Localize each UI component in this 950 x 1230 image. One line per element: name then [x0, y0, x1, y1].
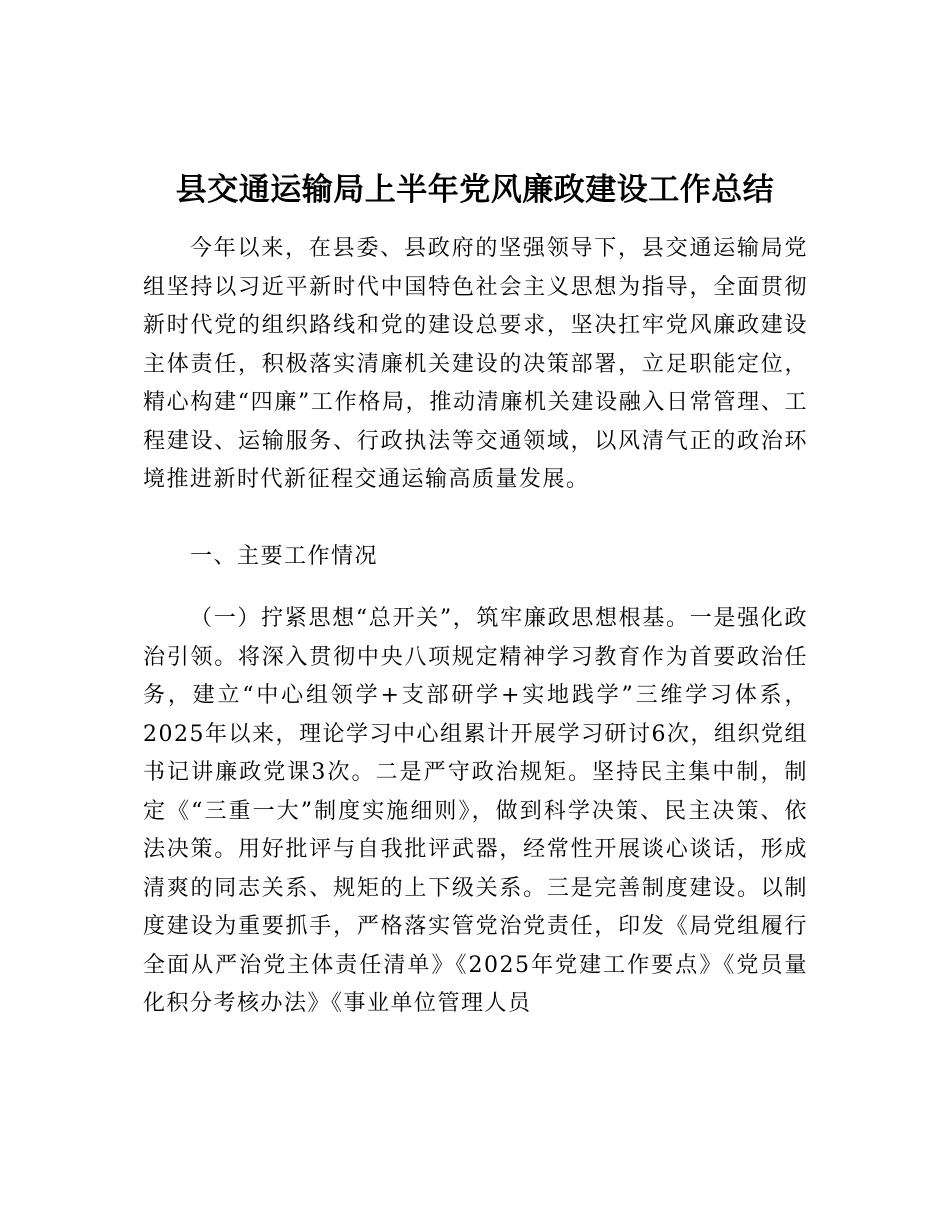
- section-paragraph: （一）拧紧思想“总开关”，筑牢廉政思想根基。一是强化政治引领。将深入贯彻中央八项规定精神学习教育作为首要政治任务，建立“中心组领学+支部研学+实地践学”三维学习体系，2025年以来，理论学习中心组累计开展学习研讨6次，组织党组书记讲廉政党课3次。二是严守政治规矩。坚持民主集中制，制定《“三重一大”制度实施细则》，做到科学决策、民主决策、依法决策。用好批评与自我批评武器，经常性开展谈心谈话，形成清爽的同志关系、规矩的上下级关系。三是完善制度建设。以制度建设为重要抓手，严格落实管党治党责任，印发《局党组履行全面从严治党主体责任清单》《2025年党建工作要点》《党员量化积分考核办法》《事业单位管理人员: [143, 606, 808, 1016]
- intro-paragraph: 今年以来，在县委、县政府的坚强领导下，县交通运输局党组坚持以习近平新时代中国特色社会主义思想为指导，全面贯彻新时代党的组织路线和党的建设总要求，坚决扛牢党风廉政建设主体责任，积极落实清廉机关建设的决策部署，立足职能定位，精心构建“四廉”工作格局，推动清廉机关建设融入日常管理、工程建设、运输服务、行政执法等交通领域，以风清气正的政治环境推进新时代新征程交通运输高质量发展。: [143, 236, 808, 492]
- document-title: 县交通运输局上半年党风廉政建设工作总结: [175, 172, 775, 208]
- section-heading: 一、主要工作情况: [190, 544, 379, 569]
